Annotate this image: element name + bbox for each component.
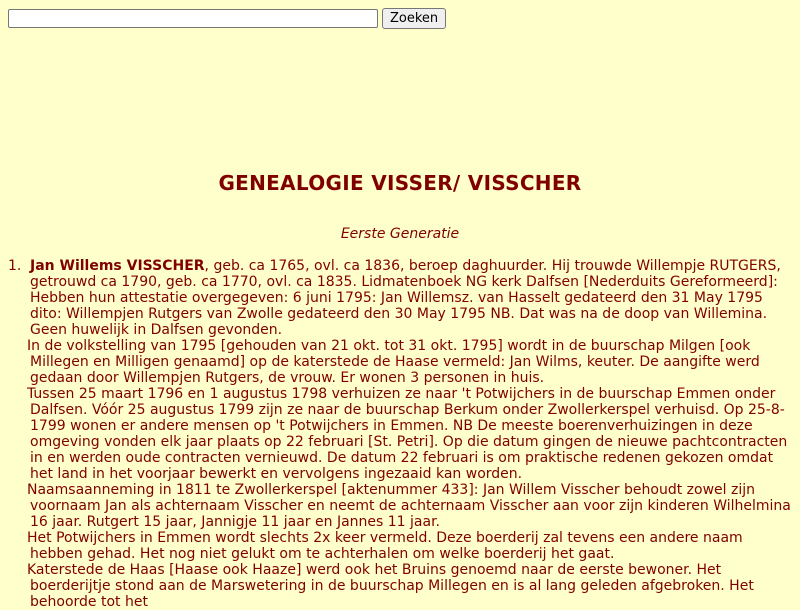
generation-subtitle: Eerste Generatie (340, 226, 460, 242)
page-title: GENEALOGIE VISSER/ VISSCHER (218, 171, 582, 195)
entry-paragraph: Tussen 25 maart 1796 en 1 augustus 1798 verhuizen ze naar 't Potwijchers in de buurschap Emmen onder Dalfsen. Vóór 25 augustus 1799 zijn ze naar de buurschap Berkum onder Zwollerkerspel verhuisd. Op 25-8-1799 wonen er andere mensen op 't Potwijchers in Emmen. NB De meeste boerenverhuizingen in deze omgeving vonden elk jaar plaats op 22 februari [St. Petri]. Op die datum gingen de nieuwe pachtcontracten in en werden oude contracten vernieuwd. De datum 22 februari is om praktische redenen gekozen omdat het land in het voorjaar bewerkt en vervolgens ingezaaid kan worden. (27, 386, 788, 482)
entry-paragraph: Het Potwijchers in Emmen wordt slechts 2x keer vermeld. Deze boerderij zal tevens een andere naam hebben gehad. Het nog niet gelukt om te achterhalen om welke boerderij het gaat. (27, 530, 743, 562)
search-button[interactable]: Zoeken (382, 8, 446, 29)
entry-first-paragraph (30, 258, 796, 338)
entry-paragraph: Katerstede de Haas [Haase ook Haaze] werd ook het Bruins genoemd naar de eerste bewoner. Het boerderijtje stond aan de Marswetering in de buurschap Millegen en is al lang geleden afgebroken. Het behoorde tot het (27, 562, 754, 610)
person-details: , geb. ca 1765, ovl. ca 1836, beroep daghuurder. Hij trouwde Willempje RUTGERS, getrouwd ca 1790, geb. ca 1770, ovl. ca 1835. Lidmatenboek NG kerk Dalfsen [Nederduits Gereformeerd]: Hebben hun attestatie overgegeven: 6 juni 1795: Jan Willemsz. van Hasselt gedateerd den 31 May 1795 dito: Willempjen Rutgers van Zwolle gedateerd den 30 May 1795 NB. Dat was na de doop van Willemina. Geen huwelijk in Dalfsen gevonden. (30, 258, 781, 338)
person-name: Jan Willems VISSCHER (30, 258, 205, 274)
entry-number: 1. (8, 258, 22, 274)
genealogy-entry (8, 258, 796, 610)
search-input[interactable] (8, 9, 378, 28)
search-bar (8, 8, 446, 29)
entry-paragraph: In de volkstelling van 1795 [gehouden van 21 okt. tot 31 okt. 1795] wordt in de buurschap Milgen [ook Millegen en Milligen genaamd] op de katerstede de Haase vermeld: Jan Wilms, keuter. De aangifte werd gedaan door Willempjen Rutgers, de vrouw. Er wonen 3 personen in huis. (27, 338, 760, 386)
entry-paragraph: Naamsaanneming in 1811 te Zwollerkerspel [aktenummer 433]: Jan Willem Visscher behoudt zowel zijn voornaam Jan als achternaam Visscher en neemt de achternaam Visscher aan voor zijn kinderen Wilhelmina 16 jaar. Rutgert 15 jaar, Jannigje 11 jaar en Jannes 11 jaar. (27, 482, 791, 530)
